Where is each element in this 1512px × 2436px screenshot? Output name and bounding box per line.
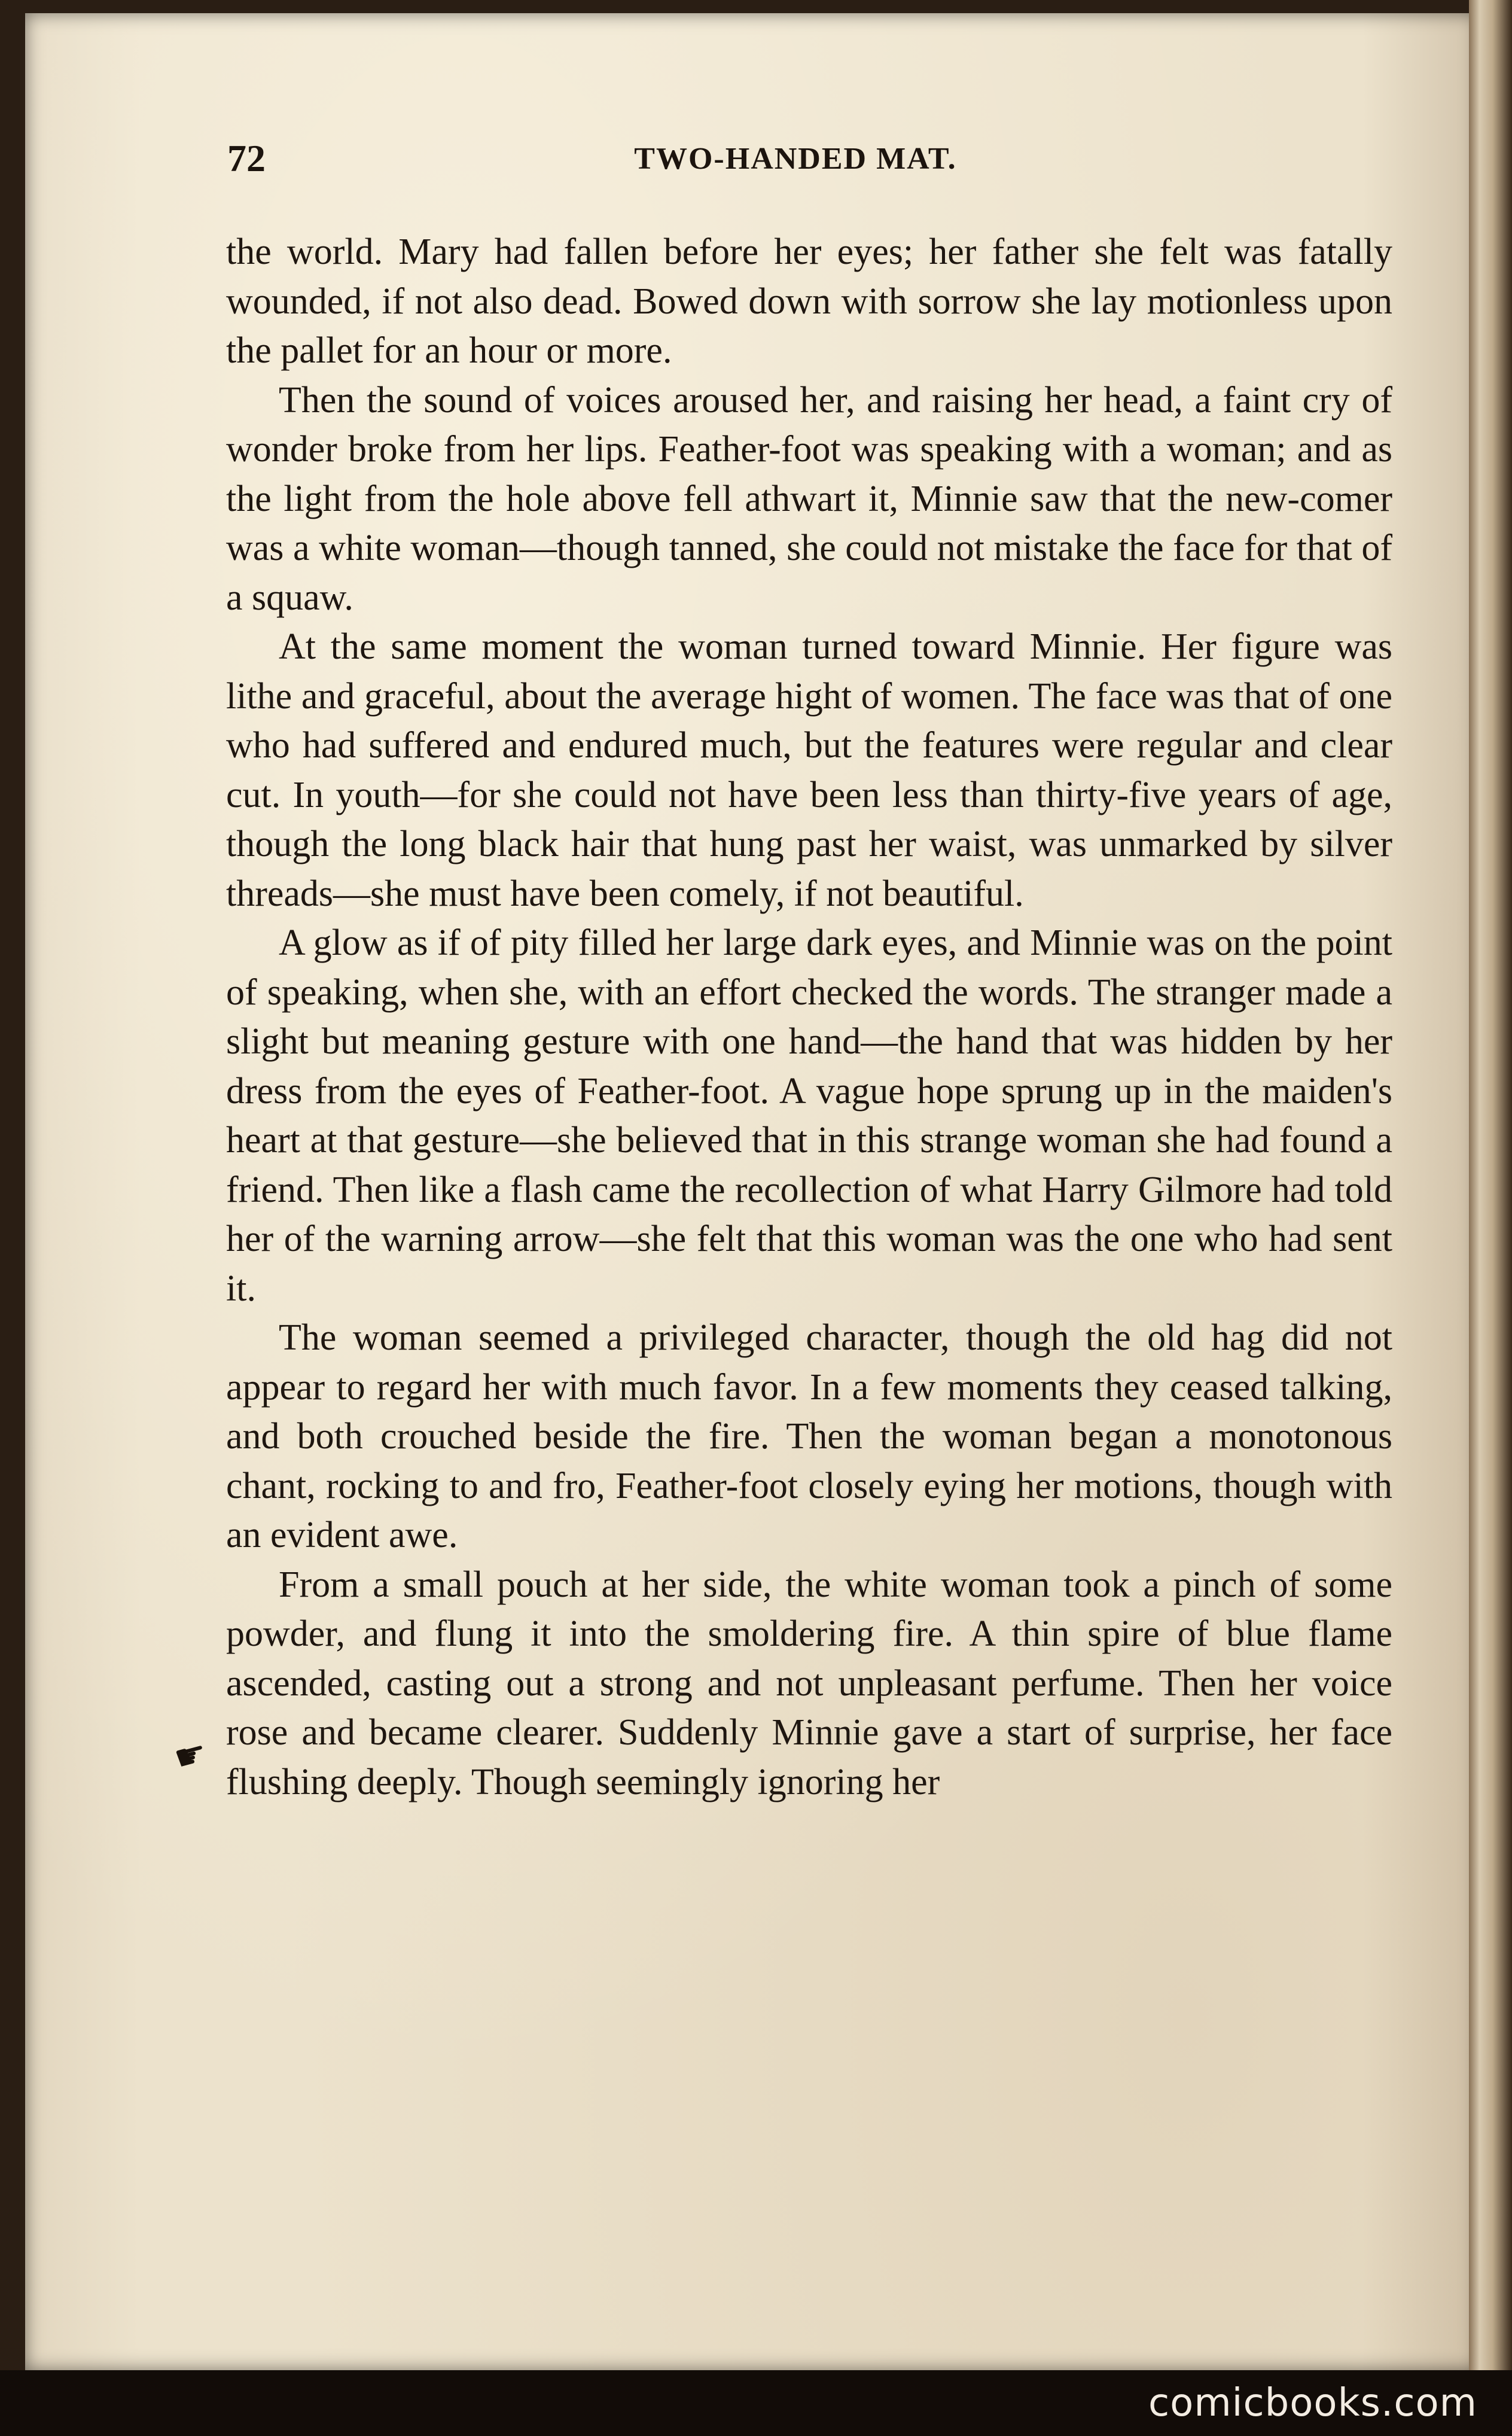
body-text: [226, 227, 1392, 1807]
paragraph-4: A glow as if of pity filled her large dark eyes, and Minnie was on the point of speaking, when she, with an effort checked the words. The stranger made a slight but meaning gesture with one hand—the hand that was hidden by her dress from the eyes of Feather-foot. A vague hope sprung up in the maiden's heart at that gesture—she believed that in this strange woman she had found a friend. Then like a flash came the recollection of what Harry Gilmore had told her of the warning arrow—she felt that this woman was the one who had sent it.: [226, 922, 1392, 1309]
paragraph-3: At the same moment the woman turned toward Minnie. Her figure was lithe and graceful, about the average hight of women. The face was that of one who had suffered and endured much, but the features were regular and clear cut. In youth—for she could not have been less than thirty-five years of age, though the long black hair that hung past her waist, was unmarked by silver threads—she must have been comely, if not beautiful.: [226, 626, 1392, 914]
page-header: [203, 136, 1388, 190]
paragraph-5: The woman seemed a privileged character, though the old hag did not appear to regard her with much favor. In a few moments they ceased talking, and both crouched beside the fire. Then the woman began a monotonous chant, rocking to and fro, Feather-foot closely eying her motions, though with an evident awe.: [226, 1317, 1392, 1555]
paragraph-2: Then the sound of voices aroused her, and raising her head, a faint cry of wonder broke from her lips. Feather-foot was speaking with a woman; and as the light from the hole above fell athwart it, Minnie saw that the new-comer was a white woman—though tanned, she could not mistake the face for that of a squaw.: [226, 379, 1392, 618]
watermark: comicbooks.com: [1148, 2381, 1477, 2425]
paragraph-1: the world. Mary had fallen before her eyes; her father she felt was fatally wounded, if not also dead. Bowed down with sorrow she lay motionless upon the pallet for an hour or more.: [226, 232, 1392, 371]
pointing-hand-icon: ☛: [169, 1731, 212, 1780]
paragraph-6: From a small pouch at her side, the white woman took a pinch of some powder, and flung it into the smoldering fire. A thin spire of blue flame ascended, casting out a strong and not unpleasant perfume. Then her voice rose and became clearer. Suddenly Minnie gave a start of surprise, her face flushing deeply. Though seemingly ignoring her: [226, 1564, 1392, 1802]
running-title: TWO-HANDED MAT.: [634, 142, 957, 176]
page-edge: [1469, 0, 1512, 2436]
page-number: 72: [227, 137, 266, 179]
